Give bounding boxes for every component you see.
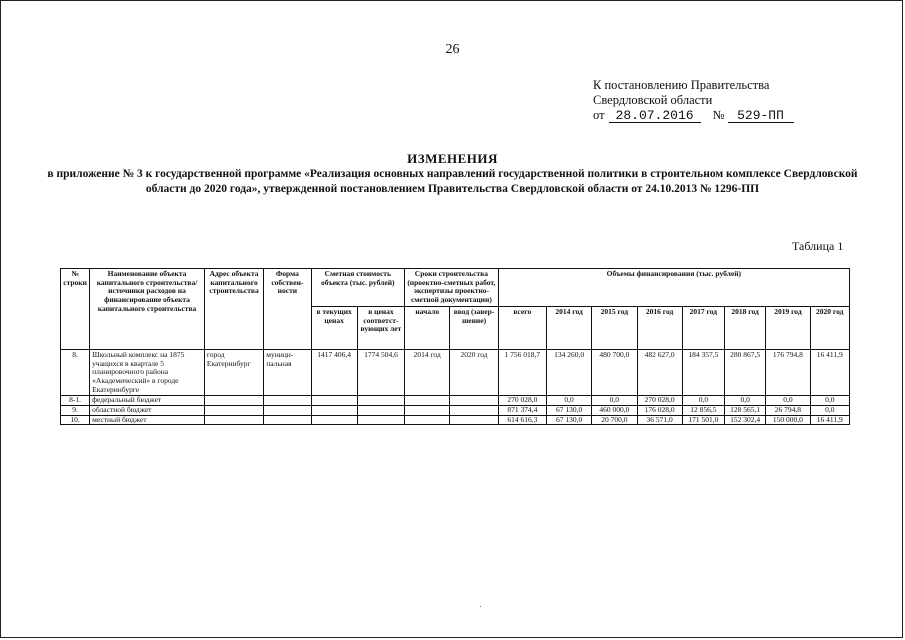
cell-total: 871 374,4 [498, 406, 546, 416]
header-terms-start: начало [405, 306, 450, 349]
cell-ownership [264, 415, 311, 425]
appendix-date-number-line [593, 108, 794, 123]
resolution-date: 28.07.2016 [609, 109, 701, 123]
cell-year-value: 0,0 [592, 396, 637, 406]
cell-ownership [264, 396, 311, 406]
header-funding: Объемы финансирования (тыс. рублей) [498, 269, 849, 307]
cell-year-value: 0,0 [546, 396, 591, 406]
cell-year-value: 20 700,0 [592, 415, 637, 425]
cell-year-value: 184 357,5 [682, 349, 724, 396]
header-terms: Сроки строительства (проектно-сметных работ, экспертизы проектно-сметной документации) [405, 269, 499, 307]
cell-row-no: 10. [61, 415, 90, 425]
cell-year-value: 26 794,8 [766, 406, 810, 416]
header-total: всего [498, 306, 546, 349]
appendix-line-1: К постановлению Правительства [593, 78, 770, 92]
cell-end [450, 396, 498, 406]
cell-year-value: 0,0 [810, 406, 849, 416]
number-prefix: № [712, 108, 725, 122]
header-address: Адрес объекта капитального строительства [204, 269, 263, 350]
header-year: 2016 год [637, 306, 682, 349]
appendix-line-2: Свердловской области [593, 93, 713, 107]
cell-year-value: 480 700,0 [592, 349, 637, 396]
cell-ownership: муници-пальная [264, 349, 311, 396]
cell-year-value: 67 130,0 [546, 406, 591, 416]
cell-year-value: 171 501,0 [682, 415, 724, 425]
document-subtitle: в приложение № 3 к государственной программе «Реализация основных направлений государственной политики в строительном комплексе Свердловской области до 2020 года», утвержденной постановлением Правительства Свердловской области от 24.10.2013 № 1296-ПП [47, 168, 858, 195]
resolution-number: 529-ПП [728, 109, 794, 123]
cell-year-value: 280 867,5 [725, 349, 766, 396]
cell-year-value: 36 571,0 [637, 415, 682, 425]
header-year: 2015 год [592, 306, 637, 349]
cell-cost-relevant [357, 406, 404, 416]
cell-total: 1 756 018,7 [498, 349, 546, 396]
cell-cost-relevant: 1774 504,6 [357, 349, 404, 396]
header-name: Наименование объекта капитального строительства/ источники расходов на финансирование объекта капитального строительства [90, 269, 205, 350]
header-cost-current: в текущих ценах [311, 306, 357, 349]
cell-year-value: 176 794,8 [766, 349, 810, 396]
cell-year-value: 0,0 [766, 396, 810, 406]
date-prefix: от [593, 108, 605, 122]
table-row [61, 406, 850, 416]
cell-address: город Екатеринбург [204, 349, 263, 396]
cell-total: 270 028,0 [498, 396, 546, 406]
cell-cost-relevant [357, 415, 404, 425]
cell-year-value: 0,0 [810, 396, 849, 406]
cell-end [450, 415, 498, 425]
cell-cost-current [311, 415, 357, 425]
header-cost-relevant: в ценах соответст-вующих лет [357, 306, 404, 349]
header-year: 2017 год [682, 306, 724, 349]
cell-cost-relevant [357, 396, 404, 406]
cell-year-value: 12 856,5 [682, 406, 724, 416]
cell-row-no: 9. [61, 406, 90, 416]
cell-start [405, 415, 450, 425]
cell-year-value: 152 302,4 [725, 415, 766, 425]
cell-address [204, 415, 263, 425]
cell-row-no: 8-1. [61, 396, 90, 406]
cell-name: федеральный бюджет [90, 396, 205, 406]
cell-name: местный бюджет [90, 415, 205, 425]
cell-year-value: 270 028,0 [637, 396, 682, 406]
cell-year-value: 0,0 [725, 396, 766, 406]
cell-address [204, 406, 263, 416]
document-title: ИЗМЕНЕНИЯ [407, 151, 498, 166]
header-row-no: № строки [61, 269, 90, 350]
cell-year-value: 128 565,1 [725, 406, 766, 416]
cell-cost-current: 1417 406,4 [311, 349, 357, 396]
cell-cost-current [311, 406, 357, 416]
header-cost: Сметная стоимость объекта (тыс. рублей) [311, 269, 405, 307]
cell-year-value: 0,0 [682, 396, 724, 406]
cell-start: 2014 год [405, 349, 450, 396]
header-year: 2019 год [766, 306, 810, 349]
cell-year-value: 150 000,0 [766, 415, 810, 425]
scan-speck [480, 606, 481, 607]
table-row [61, 349, 850, 396]
header-year: 2018 год [725, 306, 766, 349]
cell-year-value: 67 130,0 [546, 415, 591, 425]
cell-year-value: 16 411,9 [810, 349, 849, 396]
cell-total: 614 616,3 [498, 415, 546, 425]
cell-row-no: 8. [61, 349, 90, 396]
cell-start [405, 396, 450, 406]
table-row [61, 396, 850, 406]
cell-name: Школьный комплекс на 1875 учащихся в квартале 5 планировочного района «Академический» в городе Екатеринбурге [90, 349, 205, 396]
cell-start [405, 406, 450, 416]
cell-end: 2020 год [450, 349, 498, 396]
header-ownership: Форма собствен-ности [264, 269, 311, 350]
header-terms-end: ввод (завер-шение) [450, 306, 498, 349]
table-header-row-1 [61, 269, 850, 307]
cell-address [204, 396, 263, 406]
cell-year-value: 176 028,0 [637, 406, 682, 416]
header-year: 2020 год [810, 306, 849, 349]
cell-ownership [264, 406, 311, 416]
appendix-reference [593, 78, 794, 123]
table-row [61, 415, 850, 425]
cell-year-value: 134 260,0 [546, 349, 591, 396]
cell-name: областной бюджет [90, 406, 205, 416]
cell-year-value: 460 000,0 [592, 406, 637, 416]
header-year: 2014 год [546, 306, 591, 349]
cell-end [450, 406, 498, 416]
cell-cost-current [311, 396, 357, 406]
cell-year-value: 482 627,0 [637, 349, 682, 396]
cell-year-value: 16 411,9 [810, 415, 849, 425]
financing-table [60, 268, 850, 425]
page-number: 26 [445, 42, 460, 57]
table-label: Таблица 1 [792, 239, 844, 253]
